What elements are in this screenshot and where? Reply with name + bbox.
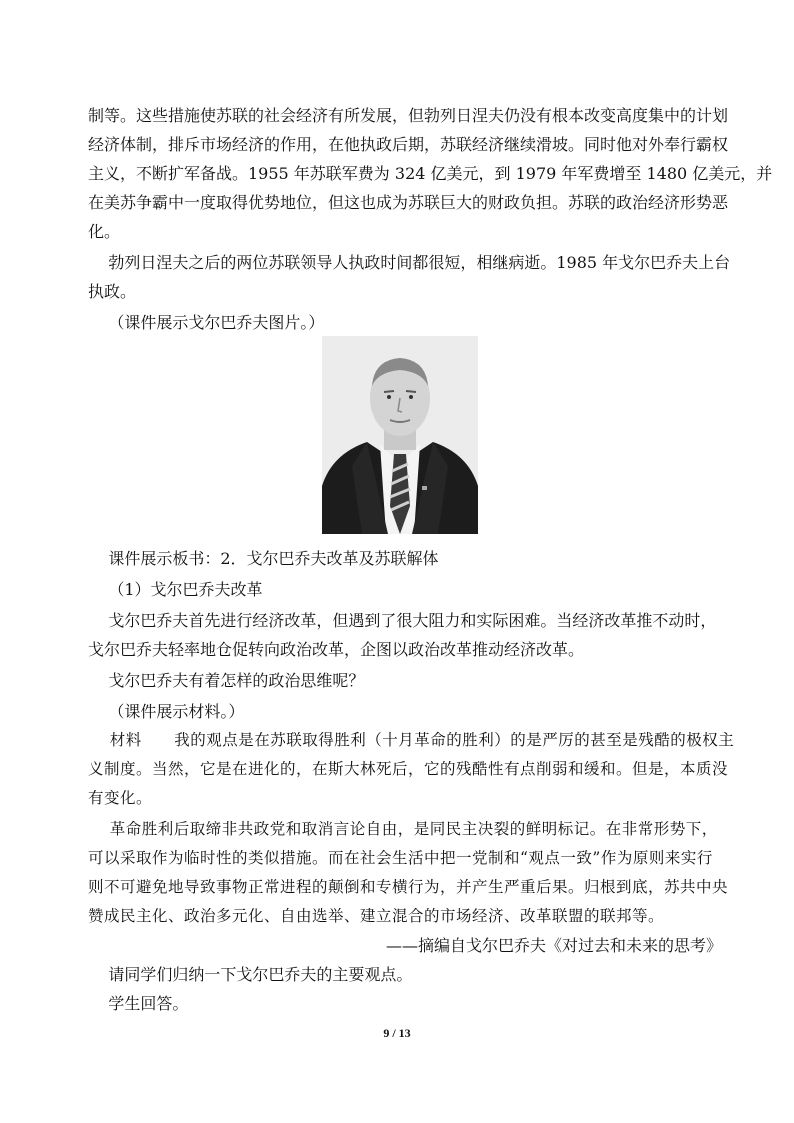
body-line: （课件展示戈尔巴乔夫图片。） xyxy=(88,313,325,332)
body-line: 戈尔巴乔夫有着怎样的政治思维呢？ xyxy=(88,671,365,690)
body-line: 化。 xyxy=(88,222,121,241)
material-source: ——摘编自戈尔巴乔夫《对过去和未来的思考》 xyxy=(385,936,722,955)
material-line: 革命胜利后取缔非共政党和取消言论自由，是同民主决裂的鲜明标记。在非常形势下， xyxy=(88,820,718,838)
body-line: 学生回答。 xyxy=(88,994,189,1013)
body-line: （课件展示材料。） xyxy=(88,702,245,721)
body-line: 主义，不断扩军备战。1955 年苏联军费为 324 亿美元，到 1979 年军费增至 1480 亿美元，并 xyxy=(88,164,773,183)
portrait-image xyxy=(322,336,478,534)
body-line: 经济体制，排斥市场经济的作用，在他执政后期，苏联经济继续滑坡。同时他对外奉行霸权 xyxy=(88,135,729,154)
body-line: 勃列日涅夫之后的两位苏联领导人执政时间都很短，相继病逝。1985 年戈尔巴乔夫上台 xyxy=(88,253,731,272)
body-line: （1）戈尔巴乔夫改革 xyxy=(88,580,263,599)
material-line: 义制度。当然，它是在进化的，在斯大林死后，它的残酷性有点削弱和缓和。但是，本质没 xyxy=(88,760,729,778)
body-line: 执政。 xyxy=(88,282,137,301)
body-line: 课件展示板书：2．戈尔巴乔夫改革及苏联解体 xyxy=(88,549,439,568)
material-line: 材料 我的观点是在苏联取得胜利（十月革命的胜利）的是严厉的甚至是残酷的极权主 xyxy=(88,731,735,749)
body-line: 制等。这些措施使苏联的社会经济有所发展，但勃列日涅夫仍没有根本改变高度集中的计划 xyxy=(88,106,729,125)
portrait-photo xyxy=(322,336,478,534)
material-line: 则不可避免地导致事物正常进程的颠倒和专横行为，并产生严重后果。归根到底，苏共中央 xyxy=(88,878,729,896)
page-number: 9 / 13 xyxy=(383,1026,411,1040)
material-line: 赞成民主化、政治多元化、自由选举、建立混合的市场经济、改革联盟的联邦等。 xyxy=(88,907,665,925)
body-line: 请同学们归纳一下戈尔巴乔夫的主要观点。 xyxy=(88,965,413,984)
body-line: 戈尔巴乔夫轻率地仓促转向政治改革，企图以政治改革推动经济改革。 xyxy=(88,640,585,659)
body-line: 戈尔巴乔夫首先进行经济改革，但遇到了很大阻力和实际困难。当经济改革推不动时， xyxy=(88,611,717,630)
material-line: 有变化。 xyxy=(88,789,153,807)
material-line: 可以采取作为临时性的类似措施。而在社会生活中把一党制和“观点一致”作为原则来实行 xyxy=(88,849,713,867)
body-line: 在美苏争霸中一度取得优势地位，但这也成为苏联巨大的财政负担。苏联的政治经济形势恶 xyxy=(88,193,729,212)
